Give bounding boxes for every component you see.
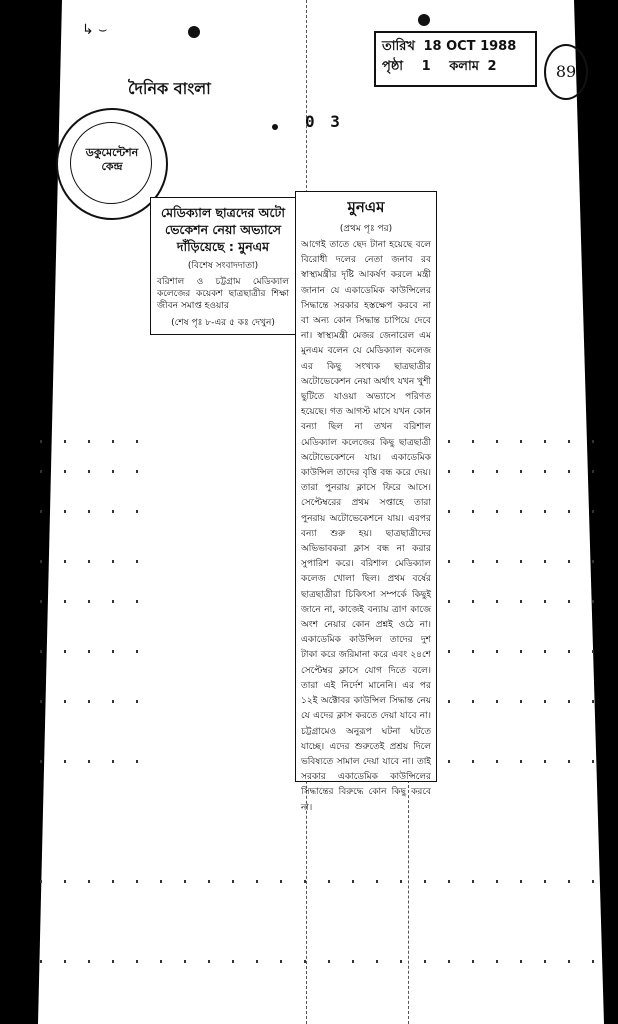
scan-dot [112, 510, 114, 513]
clipping-1-continuation: (শেষ পৃঃ ৮-এর ৫ কঃ দেখুন) [171, 318, 275, 328]
scan-dot [40, 560, 42, 563]
file-number: 89 [544, 44, 588, 100]
scan-dot [568, 560, 570, 563]
scan-dot [400, 960, 402, 963]
scan-dot [64, 760, 66, 763]
clipping-1-body: বরিশাল ও চট্টগ্রাম মেডিক্যাল কলেজের কয়েকশ ছাত্রছাত্রীর শিক্ষা জীবন সমাপ্ত হওয়ার [157, 277, 289, 311]
scan-dot [496, 600, 498, 603]
scan-dot [40, 760, 42, 763]
scan-dot [64, 560, 66, 563]
scan-dot [472, 560, 474, 563]
scan-dot [448, 510, 450, 513]
scan-dot [136, 470, 138, 473]
scan-dot [496, 510, 498, 513]
punch-hole [418, 14, 430, 26]
scan-dot [40, 440, 42, 443]
scan-dot [544, 600, 546, 603]
scan-dot [592, 600, 594, 603]
scan-dot [136, 600, 138, 603]
scan-dot [592, 650, 594, 653]
scan-dot [136, 650, 138, 653]
scan-dot [112, 960, 114, 963]
scan-dot [160, 880, 162, 883]
scan-dot [472, 880, 474, 883]
scan-dot [544, 560, 546, 563]
scan-dot [232, 960, 234, 963]
scan-dot [64, 510, 66, 513]
scan-dot [88, 760, 90, 763]
scan-dot [40, 470, 42, 473]
scan-dot [184, 880, 186, 883]
scan-dot [64, 470, 66, 473]
scan-dot [520, 700, 522, 703]
scan-dot [208, 960, 210, 963]
scan-dot [112, 880, 114, 883]
scan-dot [64, 440, 66, 443]
scan-dot [448, 760, 450, 763]
scan-dot [136, 960, 138, 963]
scan-dot [496, 760, 498, 763]
scan-dot [112, 600, 114, 603]
scan-dot [568, 650, 570, 653]
column-label: কলাম [449, 59, 479, 74]
scan-dot [136, 510, 138, 513]
scan-dot [496, 470, 498, 473]
scan-dot [328, 880, 330, 883]
scan-dot [544, 760, 546, 763]
scan-dot [88, 960, 90, 963]
scan-dot [64, 600, 66, 603]
scan-dot [64, 880, 66, 883]
scan-dot [568, 440, 570, 443]
scan-dot [544, 510, 546, 513]
scan-dot [304, 960, 306, 963]
scan-dot [568, 880, 570, 883]
scan-dot [544, 700, 546, 703]
clipping-1-byline: (বিশেষ সংবাদদাতা) [187, 261, 259, 271]
scan-dot [352, 880, 354, 883]
scan-dot [520, 880, 522, 883]
punch-mark [272, 124, 278, 130]
scan-dot [448, 880, 450, 883]
scan-dot [40, 700, 42, 703]
scan-dot [232, 880, 234, 883]
scan-dot [328, 960, 330, 963]
scan-dot [40, 960, 42, 963]
scan-dot [496, 440, 498, 443]
scan-dot [472, 440, 474, 443]
punch-hole [188, 26, 200, 38]
scan-dot [472, 600, 474, 603]
scan-dot [592, 510, 594, 513]
scan-dot [544, 440, 546, 443]
scan-dot [256, 880, 258, 883]
scan-dot [448, 600, 450, 603]
date-label: তারিখ [382, 39, 415, 54]
scan-dot [568, 510, 570, 513]
scan-dot [568, 700, 570, 703]
scan-dot [376, 880, 378, 883]
scan-dot [112, 760, 114, 763]
scan-dot [256, 960, 258, 963]
scan-dot [544, 650, 546, 653]
scan-dot [496, 960, 498, 963]
scan-dot [472, 700, 474, 703]
scan-dot [88, 880, 90, 883]
scan-dot [88, 650, 90, 653]
scan-dot [568, 600, 570, 603]
scan-dot [520, 600, 522, 603]
scan-dot [520, 510, 522, 513]
scan-dot [592, 470, 594, 473]
scan-dot [448, 440, 450, 443]
date-stamp [374, 31, 537, 87]
scan-dot [376, 960, 378, 963]
scan-dot [520, 650, 522, 653]
scan-dot [448, 470, 450, 473]
scan-dot [40, 650, 42, 653]
scan-dot [280, 960, 282, 963]
scan-dot [424, 880, 426, 883]
scan-dot [112, 440, 114, 443]
scan-dot [520, 560, 522, 563]
page-label: পৃষ্ঠা [382, 59, 404, 74]
scan-dot [472, 960, 474, 963]
scan-dot [112, 560, 114, 563]
news-clipping-2 [295, 191, 437, 813]
page-value: 1 [421, 59, 431, 74]
scan-dot [112, 650, 114, 653]
scan-dot [496, 700, 498, 703]
scan-dot [88, 470, 90, 473]
scan-dot [160, 960, 162, 963]
scan-dot [520, 470, 522, 473]
news-clipping-1 [150, 197, 296, 335]
scan-dot [520, 960, 522, 963]
scan-dot [184, 960, 186, 963]
scan-dot [136, 880, 138, 883]
scan-dot [544, 960, 546, 963]
scan-dot [472, 470, 474, 473]
scan-dot [472, 510, 474, 513]
seal-center-text: ডকুমেন্টেশন কেন্দ্র [85, 146, 139, 173]
scan-dot [88, 510, 90, 513]
scan-dot [448, 700, 450, 703]
scan-dot [208, 880, 210, 883]
scan-dot [448, 960, 450, 963]
scan-dot [352, 960, 354, 963]
scan-dot [592, 880, 594, 883]
scan-dot [472, 760, 474, 763]
scan-dot [64, 960, 66, 963]
scan-dot [136, 760, 138, 763]
clipping-2-continued-from: (প্রথম পৃঃ পর) [339, 224, 393, 234]
scan-dot [568, 960, 570, 963]
scan-dot [568, 470, 570, 473]
newspaper-name: দৈনিক বাংলা [128, 79, 211, 98]
scan-dot [136, 560, 138, 563]
scan-dot [40, 510, 42, 513]
scan-dot [568, 760, 570, 763]
scan-dot [64, 650, 66, 653]
scan-dot [40, 600, 42, 603]
scan-dot [400, 880, 402, 883]
scan-dot [544, 470, 546, 473]
scan-dot [520, 440, 522, 443]
clipping-2-body: আগেই তাতে ছেদ টানা হয়েছে বলে বিরোধী দলের নেতা জনাব রব স্বাস্থ্যমন্ত্রীর দৃষ্টি আকর্ষণ করলে মন্ত্রী জানান যে একাডেমিক কাউন্সিলের সিদ্ধান্তে সরকার হস্তক্ষেপ করবে না বা অন্য কোন সিদ্ধান্ত চাপিয়ে দেবে না। স্বাস্থ্যমন্ত্রী মেজর জেনারেল এম মুনএম বলেন যে মেডিক্যাল কলেজ এর কিছু সংখ্যক ছাত্রছাত্রীর অটোভেকেশন নেয়া অর্থাৎ যখন খুশী ছুটিতে যাওয়া অভ্যাসে পরিণত হয়েছে। গত আগস্ট মাসে যখন কোন বন্যা ছিল না তখন বরিশাল মেডিক্যাল কলেজের কিছু ছাত্রছাত্রী অটোভেকেশনে যায়। একাডেমিক কাউন্সিল তাদের বৃত্তি বন্ধ করে দেয়। তারা পুনরায় ক্লাসে ফিরে আসে। সেপ্টেম্বরের প্রথম সপ্তাহে তারা পুনরায় অটোভেকেশনে যায়। এরপর বন্যা শুরু হয়। ছাত্রছাত্রীদের অভিভাবকরা ক্লাস বন্ধ না করার সুপারিশ করে। বরিশাল মেডিক্যাল কলেজ খোলা ছিল। প্রথম বর্ষের ছাত্রছাত্রীরা চিকিৎসা সম্পর্কে কিছুই জানে না, কাজেই বন্যায় ত্রাণ কাজে অংশ নেয়ার কোন প্রশ্নই ওঠে না। একাডেমিক কাউন্সিল তাদের দুশ টাকা করে জরিমানা করে এবং ২৪শে সেপ্টেম্বর ক্লাসে যোগ দিতে বলে। তারা এই নির্দেশ মানেনি। এর পর ১২ই অক্টোবর কাউন্সিল সিদ্ধান্ত নেয় যে এদের ক্লাস করতে দেয়া যাবে না। চট্টগ্রামেও অনুরূপ ঘটনা ঘটতে যাচ্ছে। এদের শুরুতেই প্রশ্রয় দিলে ভবিষ্যতে সামাল দেয়া যাবে না। তাই সরকার একাডেমিক কাউন্সিলের সিদ্ধান্তের বিরুদ্ধে কোন কিছু করবে না। [301, 240, 431, 813]
scan-dot [544, 880, 546, 883]
scan-dot [592, 700, 594, 703]
scan-dot [496, 880, 498, 883]
scan-dot [40, 880, 42, 883]
scan-dot [112, 470, 114, 473]
scan-dot [136, 700, 138, 703]
clipping-2-headline: মুনএম [347, 198, 385, 216]
scan-dot [448, 650, 450, 653]
handwritten-mark: ↳ ⌣ [82, 22, 108, 38]
scan-dot [304, 880, 306, 883]
date-value: 18 OCT 1988 [423, 39, 517, 54]
scan-dot [136, 440, 138, 443]
scan-dot [88, 560, 90, 563]
scan-dot [520, 760, 522, 763]
scan-dot [592, 560, 594, 563]
column-value: 2 [487, 59, 497, 74]
scan-dot [88, 700, 90, 703]
fold-line [408, 780, 409, 1024]
scan-dot [592, 960, 594, 963]
scan-dot [592, 440, 594, 443]
scan-dot [280, 880, 282, 883]
scan-dot [424, 960, 426, 963]
page-marker: 0 3 [305, 112, 343, 131]
scan-dot [496, 650, 498, 653]
clipping-1-headline: মেডিক্যাল ছাত্রদের অটো ভেকেশন নেয়া অভ্যাসে দাঁড়িয়েছে : মুনএম [161, 205, 285, 254]
scan-dot [88, 600, 90, 603]
scan-dot [64, 700, 66, 703]
scan-dot [472, 650, 474, 653]
scan-dot [88, 440, 90, 443]
scan-dot [592, 760, 594, 763]
scan-dot [448, 560, 450, 563]
scan-dot [496, 560, 498, 563]
scan-dot [112, 700, 114, 703]
